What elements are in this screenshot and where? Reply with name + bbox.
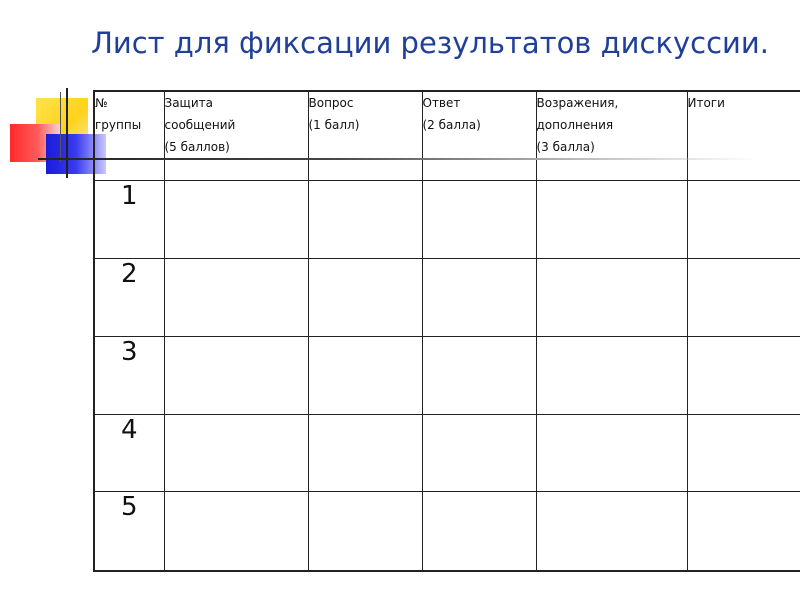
decor-vertical-line-thin [60, 92, 61, 162]
group-number-cell: 3 [94, 336, 164, 414]
objections-cell[interactable] [536, 181, 687, 259]
table-row [94, 258, 800, 336]
answer-cell[interactable] [422, 336, 536, 414]
header-question: Вопрос (1 балл) [308, 91, 422, 181]
question-cell[interactable] [308, 336, 422, 414]
header-group-number: № группы [94, 91, 164, 181]
group-number-cell: 5 [94, 492, 164, 571]
question-cell[interactable] [308, 181, 422, 259]
defense-cell[interactable] [164, 258, 308, 336]
decor-vertical-line [66, 88, 68, 178]
objections-cell[interactable] [536, 258, 687, 336]
table-header-row [94, 91, 800, 181]
defense-cell[interactable] [164, 492, 308, 571]
answer-cell[interactable] [422, 258, 536, 336]
header-objections: Возражения, дополнения (3 балла) [536, 91, 687, 181]
answer-cell[interactable] [422, 492, 536, 571]
totals-cell[interactable] [687, 258, 800, 336]
question-cell[interactable] [308, 414, 422, 492]
group-number-cell: 4 [94, 414, 164, 492]
defense-cell[interactable] [164, 414, 308, 492]
totals-cell[interactable] [687, 181, 800, 259]
totals-cell[interactable] [687, 414, 800, 492]
defense-cell[interactable] [164, 181, 308, 259]
header-totals: Итоги [687, 91, 800, 181]
totals-cell[interactable] [687, 336, 800, 414]
page-title: Лист для фиксации результатов дискуссии. [91, 26, 769, 60]
totals-cell[interactable] [687, 492, 800, 571]
header-answer: Ответ (2 балла) [422, 91, 536, 181]
objections-cell[interactable] [536, 414, 687, 492]
decor-horizontal-line [38, 158, 758, 160]
results-table [93, 90, 800, 572]
question-cell[interactable] [308, 258, 422, 336]
table-row [94, 181, 800, 259]
objections-cell[interactable] [536, 492, 687, 571]
answer-cell[interactable] [422, 181, 536, 259]
answer-cell[interactable] [422, 414, 536, 492]
defense-cell[interactable] [164, 336, 308, 414]
question-cell[interactable] [308, 492, 422, 571]
group-number-cell: 2 [94, 258, 164, 336]
table-row [94, 414, 800, 492]
group-number-cell: 1 [94, 181, 164, 259]
table-row [94, 336, 800, 414]
header-defense: Защита сообщений (5 баллов) [164, 91, 308, 181]
table-row [94, 492, 800, 571]
objections-cell[interactable] [536, 336, 687, 414]
